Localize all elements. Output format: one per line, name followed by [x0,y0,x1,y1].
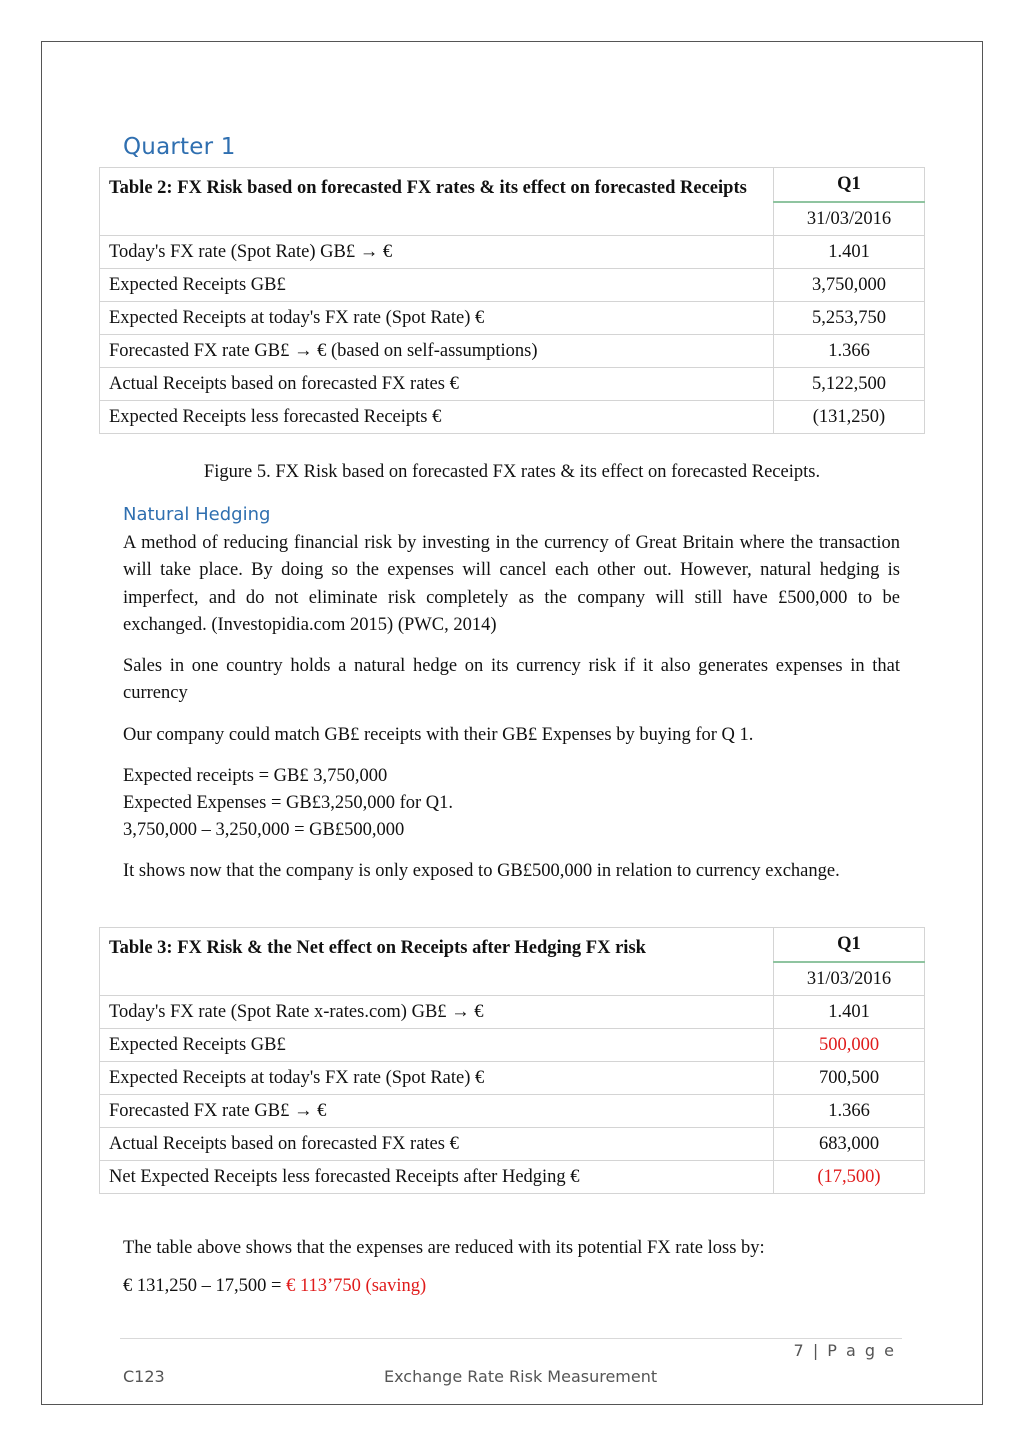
table-row [100,335,925,368]
table-title: Table 3: FX Risk & the Net effect on Receipts after Hedging FX risk [100,928,774,996]
row-label: Actual Receipts based on forecasted FX rates € [100,368,774,401]
row-label: Forecasted FX rate GB£ → € [100,1095,774,1128]
row-value: 1.366 [774,335,925,368]
table-row [100,1062,925,1095]
table-row [100,996,925,1029]
row-value: 3,750,000 [774,269,925,302]
row-value-highlight: (17,500) [774,1161,925,1194]
table-row [100,168,925,203]
table-row [100,1161,925,1194]
conclusion-calc-prefix: € 131,250 – 17,500 = [123,1276,287,1296]
section-title: Quarter 1 [123,134,236,160]
paragraph-natural-hedge: Sales in one country holds a natural hedge on its currency risk if it also generates expenses in that currency [123,656,900,704]
row-value: 683,000 [774,1128,925,1161]
row-label: Forecasted FX rate GB£ → € (based on self-assumptions) [100,335,774,368]
row-value-highlight: 500,000 [774,1029,925,1062]
paragraph-match: Our company could match GB£ receipts with their GB£ Expenses by buying for Q 1. [123,725,754,745]
table-row [100,269,925,302]
table-row [100,401,925,434]
table-row [100,368,925,401]
table-row [100,1095,925,1128]
paragraph-exposure: It shows now that the company is only exposed to GB£500,000 in relation to currency exchange. [123,861,840,881]
paragraph-definition: A method of reducing financial risk by investing in the currency of Great Britain where the transaction will take place. By doing so the expenses will cancel each other out. However, natural hedging is imperfect, and do not eliminate risk completely as the company will still have £500,000 to be exchanged. (Investopidia.com 2015) (PWC, 2014) [123,533,900,635]
row-value: 1.366 [774,1095,925,1128]
conclusion-calc-result: € 113’750 (saving) [286,1276,427,1296]
calc-difference: 3,750,000 – 3,250,000 = GB£500,000 [123,820,405,840]
page-number: 7 | P a g e [793,1341,896,1360]
figure-caption: Figure 5. FX Risk based on forecasted FX rates & its effect on forecasted Receipts. [203,462,821,482]
row-value: 5,122,500 [774,368,925,401]
row-value: 1.401 [774,996,925,1029]
column-date: 31/03/2016 [774,962,925,996]
table-row [100,928,925,963]
column-header: Q1 [774,928,925,963]
row-value: (131,250) [774,401,925,434]
conclusion-calc [123,1273,426,1300]
row-value: 1.401 [774,236,925,269]
row-value: 700,500 [774,1062,925,1095]
row-value: 5,253,750 [774,302,925,335]
row-label: Net Expected Receipts less forecasted Receipts after Hedging € [100,1161,774,1194]
row-label: Today's FX rate (Spot Rate x-rates.com) GB£ → € [100,996,774,1029]
row-label: Expected Receipts less forecasted Receipts € [100,401,774,434]
subsection-title: Natural Hedging [123,504,271,525]
row-label: Expected Receipts GB£ [100,269,774,302]
table-row [100,1128,925,1161]
calc-expenses: Expected Expenses = GB£3,250,000 for Q1. [123,793,454,813]
conclusion-text: The table above shows that the expenses are reduced with its potential FX rate loss by: [123,1238,765,1258]
table-3 [99,927,925,1194]
row-label: Expected Receipts at today's FX rate (Spot Rate) € [100,302,774,335]
row-label: Expected Receipts at today's FX rate (Spot Rate) € [100,1062,774,1095]
footer-divider [120,1338,902,1339]
row-label: Today's FX rate (Spot Rate) GB£ → € [100,236,774,269]
column-date: 31/03/2016 [774,202,925,236]
row-label: Expected Receipts GB£ [100,1029,774,1062]
row-label: Actual Receipts based on forecasted FX rates € [100,1128,774,1161]
footer-title: Exchange Rate Risk Measurement [384,1367,658,1386]
table-2 [99,167,925,434]
table-row [100,236,925,269]
calc-receipts: Expected receipts = GB£ 3,750,000 [123,766,388,786]
column-header: Q1 [774,168,925,203]
table-row [100,1029,925,1062]
footer-code: C123 [123,1367,165,1386]
table-row [100,302,925,335]
table-title: Table 2: FX Risk based on forecasted FX rates & its effect on forecasted Receipts [100,168,774,236]
